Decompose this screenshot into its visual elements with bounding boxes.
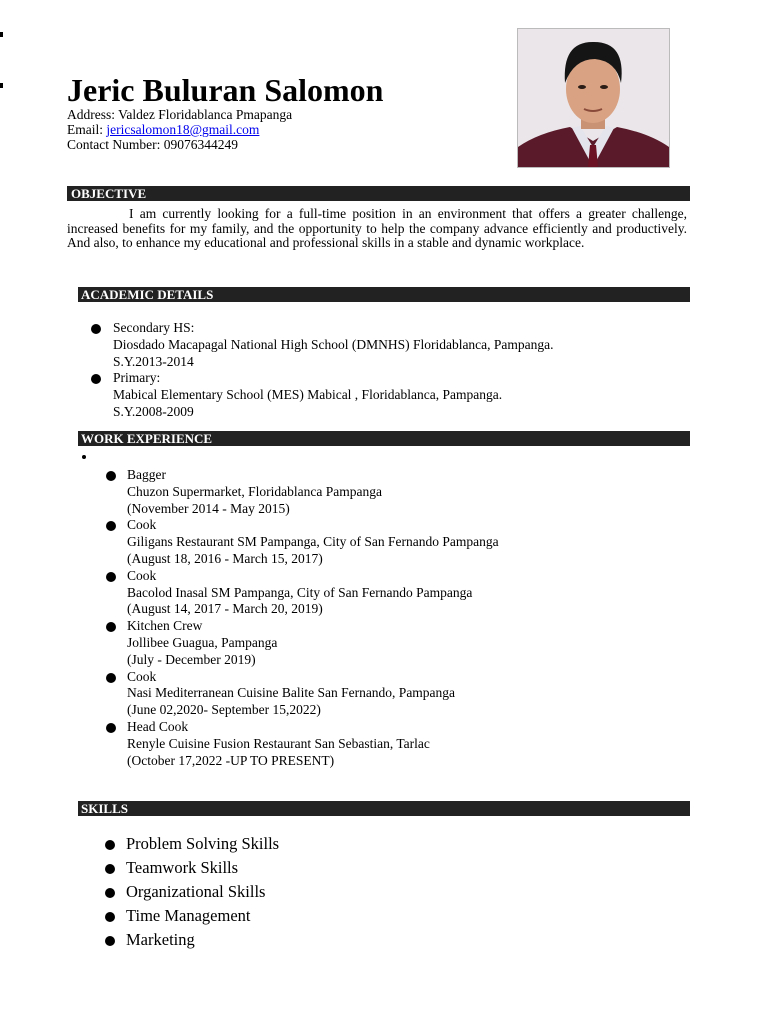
stray-bullet-icon: [82, 455, 86, 459]
work-position: Cook: [127, 517, 157, 533]
skill-label: Marketing: [126, 930, 195, 949]
address-line: [67, 107, 292, 122]
email-line: [67, 122, 292, 137]
skills-list: [126, 832, 626, 952]
work-item: [127, 618, 697, 668]
page-edge-mark-top: [0, 32, 3, 37]
profile-photo: [517, 28, 670, 168]
contact-block: [67, 107, 292, 152]
work-item: [127, 568, 697, 618]
work-company: Jollibee Guagua, Pampanga: [127, 634, 278, 650]
academic-school: Mabical Elementary School (MES) Mabical , Floridablanca, Pampanga.: [113, 387, 503, 403]
work-position: Cook: [127, 668, 157, 684]
work-company: Chuzon Supermarket, Floridablanca Pampanga: [127, 483, 382, 499]
work-dates: (October 17,2022 -UP TO PRESENT): [127, 752, 335, 768]
bullet-icon: [106, 471, 116, 481]
work-item: [127, 669, 697, 719]
work-list: [127, 467, 697, 769]
skill-item: [126, 880, 626, 904]
skills-heading: SKILLS: [81, 801, 128, 816]
contact-line: [67, 137, 292, 152]
work-position: Bagger: [127, 467, 166, 482]
work-dates: (August 14, 2017 - March 20, 2019): [127, 601, 323, 617]
bullet-icon: [106, 572, 116, 582]
email-label: Email:: [67, 122, 103, 137]
work-item: [127, 467, 697, 517]
objective-text-block: [67, 207, 687, 251]
work-heading: WORK EXPERIENCE: [81, 431, 213, 446]
skill-item: [126, 928, 626, 952]
academic-heading: ACADEMIC DETAILS: [81, 287, 214, 302]
work-company: Renyle Cuisine Fusion Restaurant San Sebastian, Tarlac: [127, 735, 430, 751]
work-company: Bacolod Inasal SM Pampanga, City of San Fernando Pampanga: [127, 584, 473, 600]
skill-label: Organizational Skills: [126, 882, 266, 901]
work-dates: (August 18, 2016 - March 15, 2017): [127, 550, 323, 566]
academic-item: [113, 370, 693, 420]
skill-label: Time Management: [126, 906, 251, 925]
bullet-icon: [106, 521, 116, 531]
academic-item: [113, 320, 693, 370]
skill-label: Problem Solving Skills: [126, 834, 280, 853]
work-position: Kitchen Crew: [127, 618, 203, 634]
bullet-icon: [106, 723, 116, 733]
work-dates: (June 02,2020- September 15,2022): [127, 702, 321, 718]
profile-photo-illustration: [518, 29, 669, 167]
work-dates: (July - December 2019): [127, 651, 256, 667]
work-company: Nasi Mediterranean Cuisine Balite San Fernando, Pampanga: [127, 685, 456, 701]
academic-header-bar: [78, 287, 690, 302]
address-value: Valdez Floridablanca Pmapanga: [118, 107, 293, 122]
skill-item: [126, 832, 626, 856]
skill-item: [126, 904, 626, 928]
bullet-icon: [91, 374, 101, 384]
bullet-icon: [91, 324, 101, 334]
resume-name: Jeric Buluran Salomon: [67, 72, 384, 108]
bullet-icon: [106, 673, 116, 683]
skill-item: [126, 856, 626, 880]
contact-label: Contact Number:: [67, 137, 161, 152]
work-position: Cook: [127, 567, 157, 583]
bullet-icon: [106, 622, 116, 632]
skill-label: Teamwork Skills: [126, 858, 239, 877]
academic-year: S.Y.2013-2014: [113, 353, 194, 369]
address-label: Address:: [67, 107, 115, 122]
bullet-icon: [105, 840, 115, 850]
email-link[interactable]: jericsalomon18@gmail.com: [106, 122, 260, 137]
bullet-icon: [105, 936, 115, 946]
page-edge-mark-bottom: [0, 83, 3, 88]
bullet-icon: [105, 864, 115, 874]
skills-header-bar: [78, 801, 690, 816]
contact-value: 09076344249: [163, 137, 238, 152]
objective-text: I am currently looking for a full-time position in an environment that offers a greater challenge, increased benefits for my family, and the opportunity to help the company advance efficiently and productively. And also, to enhance my educational and professional skills in a stable and dynamic workplace.: [67, 206, 687, 251]
objective-header-bar: [67, 186, 690, 201]
work-header-bar: [78, 431, 690, 446]
academic-list: [113, 320, 693, 421]
work-position: Head Cook: [127, 718, 189, 734]
bullet-icon: [105, 912, 115, 922]
work-company: Giligans Restaurant SM Pampanga, City of San Fernando Pampanga: [127, 534, 499, 550]
work-dates: (November 2014 - May 2015): [127, 500, 290, 516]
bullet-icon: [105, 888, 115, 898]
work-item: [127, 517, 697, 567]
academic-level: Secondary HS:: [113, 320, 195, 335]
objective-heading: OBJECTIVE: [71, 186, 147, 201]
academic-year: S.Y.2008-2009: [113, 403, 194, 419]
work-item: [127, 719, 697, 769]
academic-school: Diosdado Macapagal National High School (DMNHS) Floridablanca, Pampanga.: [113, 336, 554, 352]
academic-level: Primary:: [113, 370, 161, 386]
